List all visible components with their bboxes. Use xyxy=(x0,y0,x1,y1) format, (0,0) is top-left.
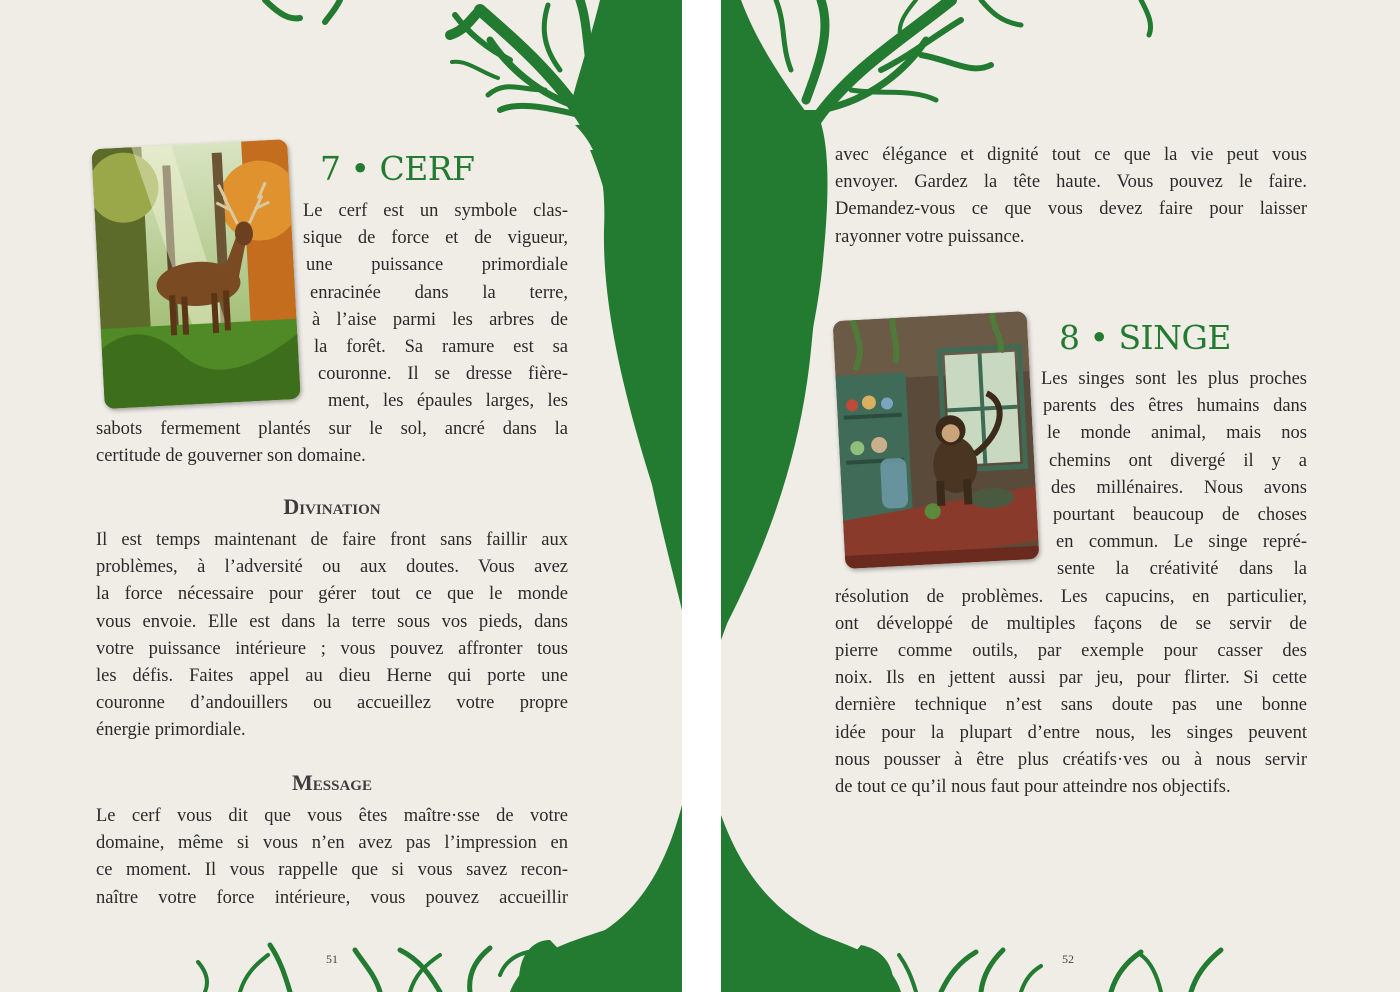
singe-paragraph xyxy=(835,366,1307,801)
text-line: enracinée dans la terre, xyxy=(310,282,568,303)
text-line: Le cerf est un symbole clas- xyxy=(303,201,568,221)
text-line: naître votre force intérieure, vous pouvez accueillir xyxy=(96,887,568,908)
text-line: les défis. Faites appel au dieu Herne qui porte une xyxy=(96,666,568,687)
text-line: le monde animal, mais nos xyxy=(1047,423,1307,444)
divination-heading: Divination xyxy=(283,494,381,519)
text-line: ment, les épaules larges, les xyxy=(328,391,568,412)
text-line: chemins ont divergé il y a xyxy=(1049,450,1307,471)
message-paragraph xyxy=(96,803,568,912)
text-line: Le cerf vous dit que vous êtes maître·sse de votre xyxy=(96,806,568,826)
text-line: avec élégance et dignité tout ce que la vie peut vous xyxy=(835,145,1307,165)
cerf-title: 7 • CERF xyxy=(320,149,475,188)
text-line: envoyer. Gardez la tête haute. Vous pouvez le faire. xyxy=(835,172,1307,193)
text-line: ont développé de multiples façons de se servir de xyxy=(835,613,1307,634)
text-line: dernière technique n’est sans doute pas une bonne xyxy=(835,695,1307,716)
text-line: une puissance primordiale xyxy=(306,255,568,276)
singe-title: 8 • SINGE xyxy=(1059,318,1231,357)
text-line: pierre comme outils, par exemple pour casser des xyxy=(835,641,1307,662)
text-line: parents des êtres humains dans xyxy=(1043,396,1307,417)
right-page xyxy=(721,0,1400,992)
text-line: Il est temps maintenant de faire front sans faillir aux xyxy=(96,530,568,550)
text-line: sente la créativité dans la xyxy=(1057,559,1307,580)
continued-paragraph xyxy=(835,142,1307,251)
text-line: de tout ce qu’il nous faut pour atteindre nos objectifs. xyxy=(835,777,1231,798)
text-line: Demandez-vous ce que vous devez faire pour laisser xyxy=(835,199,1307,220)
page-number-left: 51 xyxy=(326,952,338,966)
text-line: des millénaires. Nous avons xyxy=(1051,477,1307,498)
text-line: certitude de gouverner son domaine. xyxy=(96,445,366,466)
text-line: sabots fermement plantés sur le sol, ancré dans la xyxy=(96,418,568,439)
text-line: la forêt. Sa ramure est sa xyxy=(314,337,568,358)
text-line: énergie primordiale. xyxy=(96,720,246,741)
text-line: domaine, même si vous n’en avez pas l’impression en xyxy=(96,833,568,854)
text-line: rayonner votre puissance. xyxy=(835,226,1025,247)
divination-paragraph xyxy=(96,527,568,745)
text-line: pourtant beaucoup de choses xyxy=(1053,505,1307,526)
text-line: résolution de problèmes. Les capucins, en particulier, xyxy=(835,586,1307,607)
book-gutter xyxy=(682,0,721,992)
text-line: sique de force et de vigueur, xyxy=(303,228,568,249)
cerf-intro-paragraph xyxy=(96,198,568,470)
text-line: problèmes, à l’adversité ou aux doutes. Vous avez xyxy=(96,557,568,578)
text-line: ce moment. Il vous rappelle que si vous savez recon- xyxy=(96,860,568,881)
text-line: nous pousser à être plus créatifs·ves ou à nous servir xyxy=(835,749,1307,770)
text-line: couronne d’andouillers ou accueillez votre propre xyxy=(96,693,568,714)
message-heading: Message xyxy=(292,770,372,795)
page-number-right: 52 xyxy=(1062,952,1074,966)
text-line: la force nécessaire pour gérer tout ce que le monde xyxy=(96,584,568,605)
left-page xyxy=(0,0,682,992)
text-line: Les singes sont les plus proches xyxy=(1041,369,1307,389)
text-line: à l’aise parmi les arbres de xyxy=(312,309,568,330)
text-line: couronne. Il se dresse fière- xyxy=(318,364,568,385)
text-line: idée pour la plupart d’entre nous, les singes peuvent xyxy=(835,722,1307,743)
text-line: noix. Ils en jettent aussi par jeu, pour flirter. Si cette xyxy=(835,668,1307,689)
text-line: vous envoie. Elle est dans la terre sous vos pieds, dans xyxy=(96,611,568,632)
text-line: en commun. Le singe repré- xyxy=(1056,532,1307,553)
text-line: votre puissance intérieure ; vous pouvez affronter tous xyxy=(96,638,568,659)
